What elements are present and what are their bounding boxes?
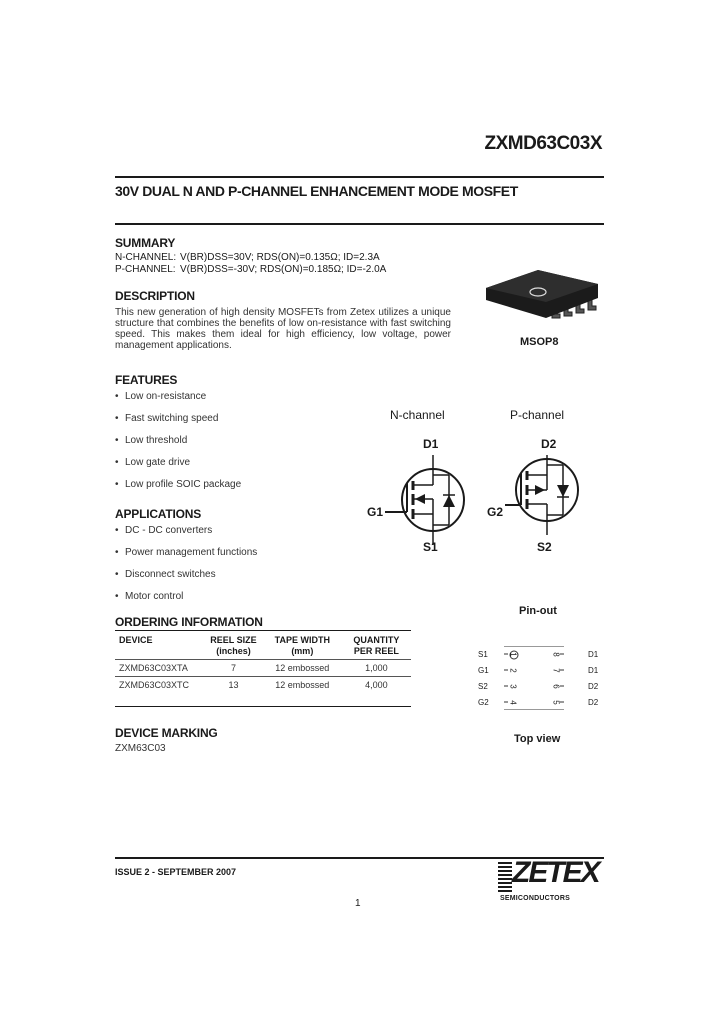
ordering-top-rule	[115, 630, 411, 631]
pin-label: S1	[478, 650, 488, 659]
pinout-diagram	[478, 646, 600, 710]
p-channel-title: P-channel	[510, 408, 565, 422]
marking-text: ZXM63C03	[115, 743, 166, 754]
pinout-title: Pin-out	[519, 605, 557, 617]
pinout-caption: Top view	[514, 733, 561, 745]
table-cell: 12 embossed	[275, 680, 330, 690]
logo-subtext: SEMICONDUCTORS	[500, 895, 570, 902]
application-item: • Power management functions	[115, 547, 258, 558]
ordering-table	[115, 633, 411, 693]
page-number: 1	[355, 898, 361, 909]
pin-label: D1	[588, 650, 599, 659]
summary-n-label: N-CHANNEL:	[115, 252, 177, 263]
title-rule	[115, 223, 604, 225]
table-cell: ZXMD63C03XTA	[119, 663, 188, 673]
table-row	[115, 660, 411, 677]
issue-text: ISSUE 2 - SEPTEMBER 2007	[115, 867, 237, 877]
pin-number: 3	[508, 684, 518, 689]
pin-number: 4	[508, 700, 518, 705]
pin-label: S2	[478, 682, 488, 691]
features-heading: FEATURES	[115, 373, 178, 387]
p-channel-mosfet-symbol	[505, 455, 595, 545]
package-label: MSOP8	[520, 336, 559, 348]
n-drain-label: D1	[423, 437, 439, 451]
description-text: This new generation of high density MOSFETs from Zetex utilizes a unique structure that combines the benefits of low on-resistance with fast switching speed. This makes them ideal for high efficiency, low voltage, power management applications.	[115, 307, 451, 351]
n-channel-title: N-channel	[390, 408, 445, 422]
pin-number: 2	[508, 668, 518, 673]
p-source-label: S2	[537, 540, 552, 554]
page-title: 30V DUAL N AND P-CHANNEL ENHANCEMENT MODE MOSFET	[115, 183, 518, 199]
column-header: REEL SIZE (inches)	[210, 635, 257, 656]
table-cell: ZXMD63C03XTC	[119, 680, 190, 690]
n-channel-mosfet-symbol	[385, 455, 475, 545]
pin-label: G2	[478, 698, 489, 707]
column-header: QUANTITY PER REEL	[353, 635, 400, 656]
pin-number: 1	[508, 652, 518, 657]
n-source-label: S1	[423, 540, 438, 554]
table-cell: 1,000	[365, 663, 388, 673]
column-header: DEVICE	[119, 635, 153, 645]
logo-stripes	[498, 862, 512, 892]
table-cell: 12 embossed	[275, 663, 330, 673]
ordering-heading: ORDERING INFORMATION	[115, 615, 263, 629]
summary-p-spec: V(BR)DSS=-30V; RDS(ON)=0.185Ω; ID=-2.0A	[180, 264, 387, 275]
description-heading: DESCRIPTION	[115, 289, 195, 303]
p-drain-label: D2	[541, 437, 557, 451]
summary-p-label: P-CHANNEL:	[115, 264, 176, 275]
marking-heading: DEVICE MARKING	[115, 726, 218, 740]
application-item: • Disconnect switches	[115, 569, 216, 580]
pin-number: 7	[551, 668, 561, 673]
table-cell: 4,000	[365, 680, 388, 690]
table-cell: 13	[228, 680, 239, 690]
feature-item: • Low on-resistance	[115, 391, 207, 402]
column-header: TAPE WIDTH (mm)	[274, 635, 330, 656]
n-gate-label: G1	[367, 505, 384, 519]
pin-label: D2	[588, 698, 599, 707]
feature-item: • Fast switching speed	[115, 413, 219, 424]
summary-heading: SUMMARY	[115, 236, 176, 250]
logo-text: ZETEX	[512, 856, 599, 889]
applications-heading: APPLICATIONS	[115, 507, 202, 521]
table-row	[115, 677, 411, 694]
part-number: ZXMD63C03X	[484, 133, 602, 154]
ordering-bottom-rule	[115, 706, 411, 707]
feature-item: • Low threshold	[115, 435, 188, 446]
feature-item: • Low gate drive	[115, 457, 191, 468]
p-gate-label: G2	[487, 505, 504, 519]
application-item: • DC - DC converters	[115, 525, 213, 536]
pin-label: G1	[478, 666, 489, 675]
feature-item: • Low profile SOIC package	[115, 479, 242, 490]
summary-n-spec: V(BR)DSS=30V; RDS(ON)=0.135Ω; ID=2.3A	[180, 252, 380, 263]
application-item: • Motor control	[115, 591, 184, 602]
table-cell: 7	[230, 663, 236, 673]
pin-number: 8	[551, 652, 561, 657]
msop8-package-image	[480, 262, 610, 328]
pin-label: D1	[588, 666, 599, 675]
header-rule	[115, 176, 604, 178]
ordering-header-row	[115, 633, 411, 660]
pin-number: 5	[551, 700, 561, 705]
pin-label: D2	[588, 682, 599, 691]
pin-number: 6	[551, 684, 561, 689]
zetex-logo	[498, 856, 604, 908]
